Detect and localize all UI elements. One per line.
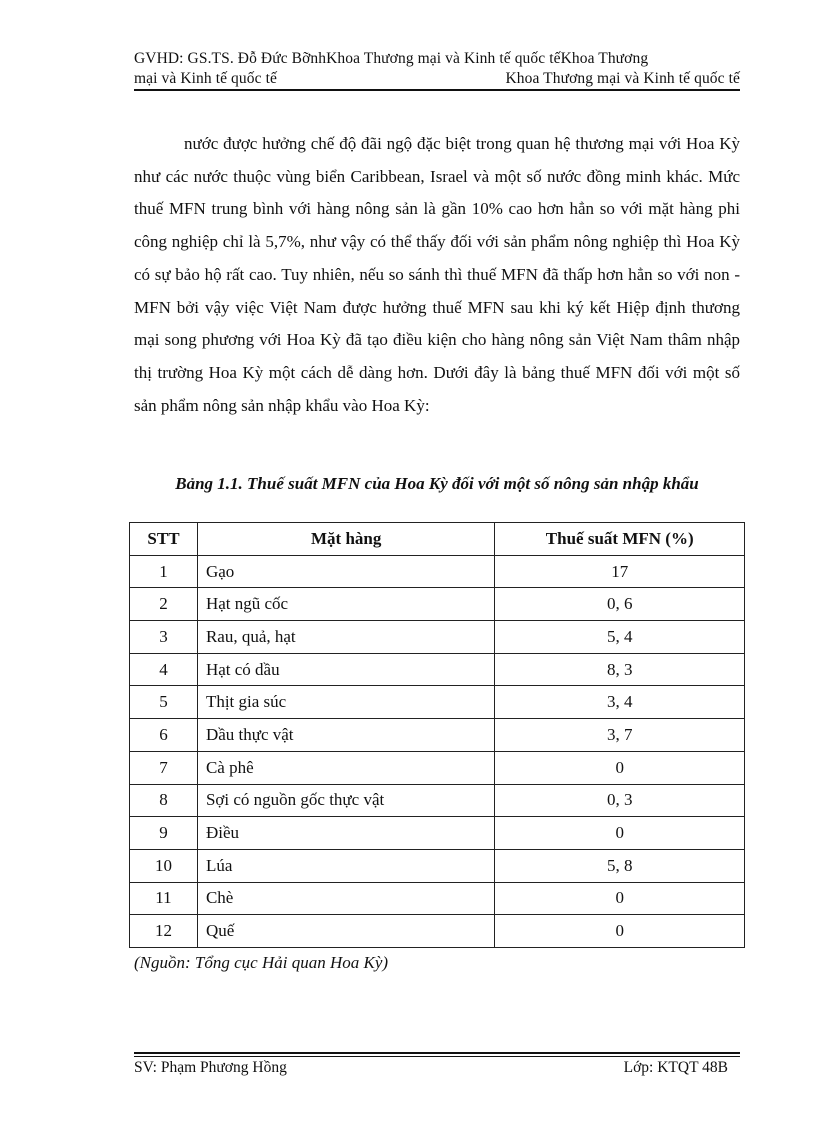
cell-item: Hạt ngũ cốc — [197, 588, 494, 621]
cell-stt: 8 — [130, 784, 198, 817]
cell-stt: 5 — [130, 686, 198, 719]
cell-stt: 4 — [130, 653, 198, 686]
cell-rate: 5, 8 — [495, 849, 745, 882]
table-row — [130, 915, 745, 948]
cell-rate: 0 — [495, 751, 745, 784]
header-line-1 — [134, 49, 740, 69]
header-rate: Thuế suất MFN (%) — [495, 523, 745, 556]
table-source-note: (Nguồn: Tổng cục Hải quan Hoa Kỳ) — [134, 953, 389, 972]
cell-item: Lúa — [197, 849, 494, 882]
cell-rate: 8, 3 — [495, 653, 745, 686]
cell-stt: 9 — [130, 817, 198, 850]
header-item: Mặt hàng — [197, 523, 494, 556]
cell-item: Thịt gia súc — [197, 686, 494, 719]
footer-student: SV: Phạm Phương Hồng — [134, 1059, 287, 1076]
cell-rate: 0 — [495, 882, 745, 915]
mfn-tariff-table — [129, 522, 745, 948]
cell-rate: 0, 3 — [495, 784, 745, 817]
cell-item: Chè — [197, 882, 494, 915]
cell-rate: 17 — [495, 555, 745, 588]
cell-rate: 3, 4 — [495, 686, 745, 719]
cell-item: Rau, quả, hạt — [197, 621, 494, 654]
cell-item: Cà phê — [197, 751, 494, 784]
table-row — [130, 849, 745, 882]
cell-rate: 5, 4 — [495, 621, 745, 654]
table-row — [130, 882, 745, 915]
cell-stt: 12 — [130, 915, 198, 948]
cell-stt: 11 — [130, 882, 198, 915]
cell-rate: 0 — [495, 915, 745, 948]
cell-item: Sợi có nguồn gốc thực vật — [197, 784, 494, 817]
table-caption: Bảng 1.1. Thuế suất MFN của Hoa Kỳ đối với một số nông sản nhập khẩu — [175, 474, 699, 493]
header-divider — [134, 89, 740, 91]
cell-item: Hạt có dầu — [197, 653, 494, 686]
header-stt: STT — [130, 523, 198, 556]
cell-stt: 10 — [130, 849, 198, 882]
cell-item: Dầu thực vật — [197, 719, 494, 752]
table-row — [130, 686, 745, 719]
cell-item: Gạo — [197, 555, 494, 588]
table-row — [130, 653, 745, 686]
body-paragraph: nước được hưởng chế độ đãi ngộ đặc biệt trong quan hệ thương mại với Hoa Kỳ như các nước thuộc vùng biển Caribbean, Israel và một số nước đồng minh khác. Mức thuế MFN trung bình với hàng nông sản là gần 10% cao hơn hẳn so với mặt hàng phi công nghiệp chỉ là 5,7%, như vậy có thể thấy đối với sản phẩm nông nghiệp thì Hoa Kỳ có sự bảo hộ rất cao. Tuy nhiên, nếu so sánh thì thuế MFN đã thấp hơn hẳn so với non - MFN bởi vậy việc Việt Nam được hưởng thuế MFN sau khi ký kết Hiệp định thương mại song phương với Hoa Kỳ đã tạo điều kiện cho hàng nông sản Việt Nam thâm nhập thị trường Hoa Kỳ một cách dễ dàng hơn. Dưới đây là bảng thuế MFN đối với một số sản phẩm nông sản nhập khẩu vào Hoa Kỳ: — [134, 134, 740, 415]
cell-rate: 0 — [495, 817, 745, 850]
table-row — [130, 719, 745, 752]
cell-item: Quế — [197, 915, 494, 948]
table-row — [130, 588, 745, 621]
cell-item: Điều — [197, 817, 494, 850]
footer-divider-thin — [134, 1056, 740, 1057]
footer-class: Lớp: KTQT 48B — [623, 1059, 728, 1076]
footer-divider-thick — [134, 1052, 740, 1054]
cell-rate: 0, 6 — [495, 588, 745, 621]
page-footer — [134, 1058, 740, 1078]
table-row — [130, 621, 745, 654]
header-faculty-right: Khoa Thương mại và Kinh tế quốc tế — [505, 70, 740, 87]
cell-stt: 7 — [130, 751, 198, 784]
cell-stt: 2 — [130, 588, 198, 621]
table-row — [130, 751, 745, 784]
table-header-row — [130, 523, 745, 556]
cell-stt: 1 — [130, 555, 198, 588]
table-row — [130, 784, 745, 817]
cell-stt: 6 — [130, 719, 198, 752]
page-header — [134, 49, 740, 89]
cell-stt: 3 — [130, 621, 198, 654]
header-faculty-left: mại và Kinh tế quốc tế — [134, 70, 277, 87]
header-supervisor-text: GVHD: GS.TS. Đỗ Đức BỡnhKhoa Thương mại và Kinh tế quốc tếKhoa Thương — [134, 50, 649, 67]
cell-rate: 3, 7 — [495, 719, 745, 752]
table-row — [130, 555, 745, 588]
table-row — [130, 817, 745, 850]
header-line-2 — [134, 69, 740, 89]
